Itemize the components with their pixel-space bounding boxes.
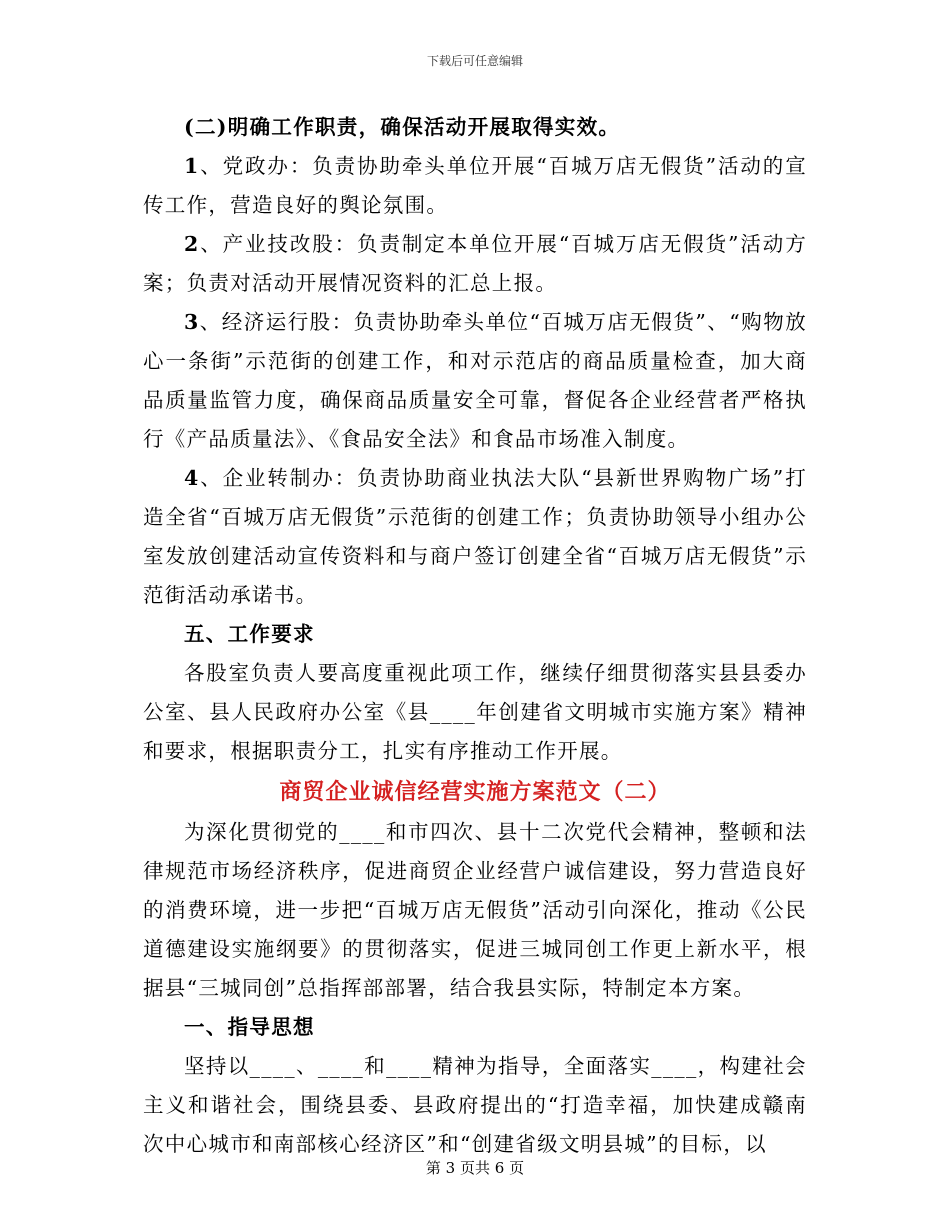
item-text: 、产业技改股：负责制定本单位开展“百城万店无假货”活动方案；负责对活动开展情况资料的汇总上报。 — [143, 232, 807, 295]
duty-item-4 — [143, 459, 807, 615]
page-header-note: 下载后可任意编辑 — [426, 54, 523, 68]
item-number: 2 — [184, 232, 200, 256]
duty-item-2 — [143, 225, 807, 303]
item-number: 1 — [184, 154, 200, 178]
paragraph: 坚持以____、____和____精神为指导，全面落实____，构建社会主义和谐社会，围绕县委、县政府提出的“打造幸福，加快建成赣南次中心城市和南部核心经济区”和“创建省级文明县城”的目标，以 — [143, 1054, 807, 1156]
page-footer-indicator: 第 3 页共 6 页 — [425, 1159, 525, 1177]
duty-item-3 — [143, 303, 807, 459]
section-heading: 五、工作要求 — [184, 622, 315, 646]
document-title: 商贸企业诚信经营实施方案范文（二） — [279, 779, 671, 805]
section-heading: (二)明确工作职责，确保活动开展取得实效。 — [184, 115, 621, 139]
item-number: 3 — [184, 310, 200, 334]
paragraph: 为深化贯彻党的____和市四次、县十二次党代会精神，整顿和法律规范市场经济秩序，促进商贸企业经营户诚信建设，努力营造良好的消费环境，进一步把“百城万店无假货”活动引向深化，推动《公民道德建设实施纲要》的贯彻落实，促进三城同创工作更上新水平，根据县“三城同创”总指挥部部署，结合我县实际，特制定本方案。 — [143, 820, 807, 1000]
paragraph: 各股室负责人要高度重视此项工作，继续仔细贯彻落实县县委办公室、县人民政府办公室《县____年创建省文明城市实施方案》精神和要求，根据职责分工，扎实有序推动工作开展。 — [143, 661, 807, 763]
document-body — [143, 108, 807, 1164]
section-heading: 一、指导思想 — [184, 1015, 315, 1039]
item-text: 、企业转制办：负责协助商业执法大队“县新世界购物广场”打造全省“百城万店无假货”示范街的创建工作；负责协助领导小组办公室发放创建活动宣传资料和与商户签订创建全省“百城万店无假货”示范街活动承诺书。 — [143, 466, 807, 607]
duty-item-1 — [143, 147, 807, 225]
item-text: 、党政办：负责协助牵头单位开展“百城万店无假货”活动的宣传工作，营造良好的舆论氛围。 — [143, 154, 807, 217]
item-number: 4 — [184, 466, 200, 490]
item-text: 、经济运行股：负责协助牵头单位“百城万店无假货”、“购物放心一条街”示范街的创建工作，和对示范店的商品质量检查，加大商品质量监管力度，确保商品质量安全可靠，督促各企业经营者严格执行《产品质量法》、《食品安全法》和食品市场准入制度。 — [143, 310, 807, 451]
